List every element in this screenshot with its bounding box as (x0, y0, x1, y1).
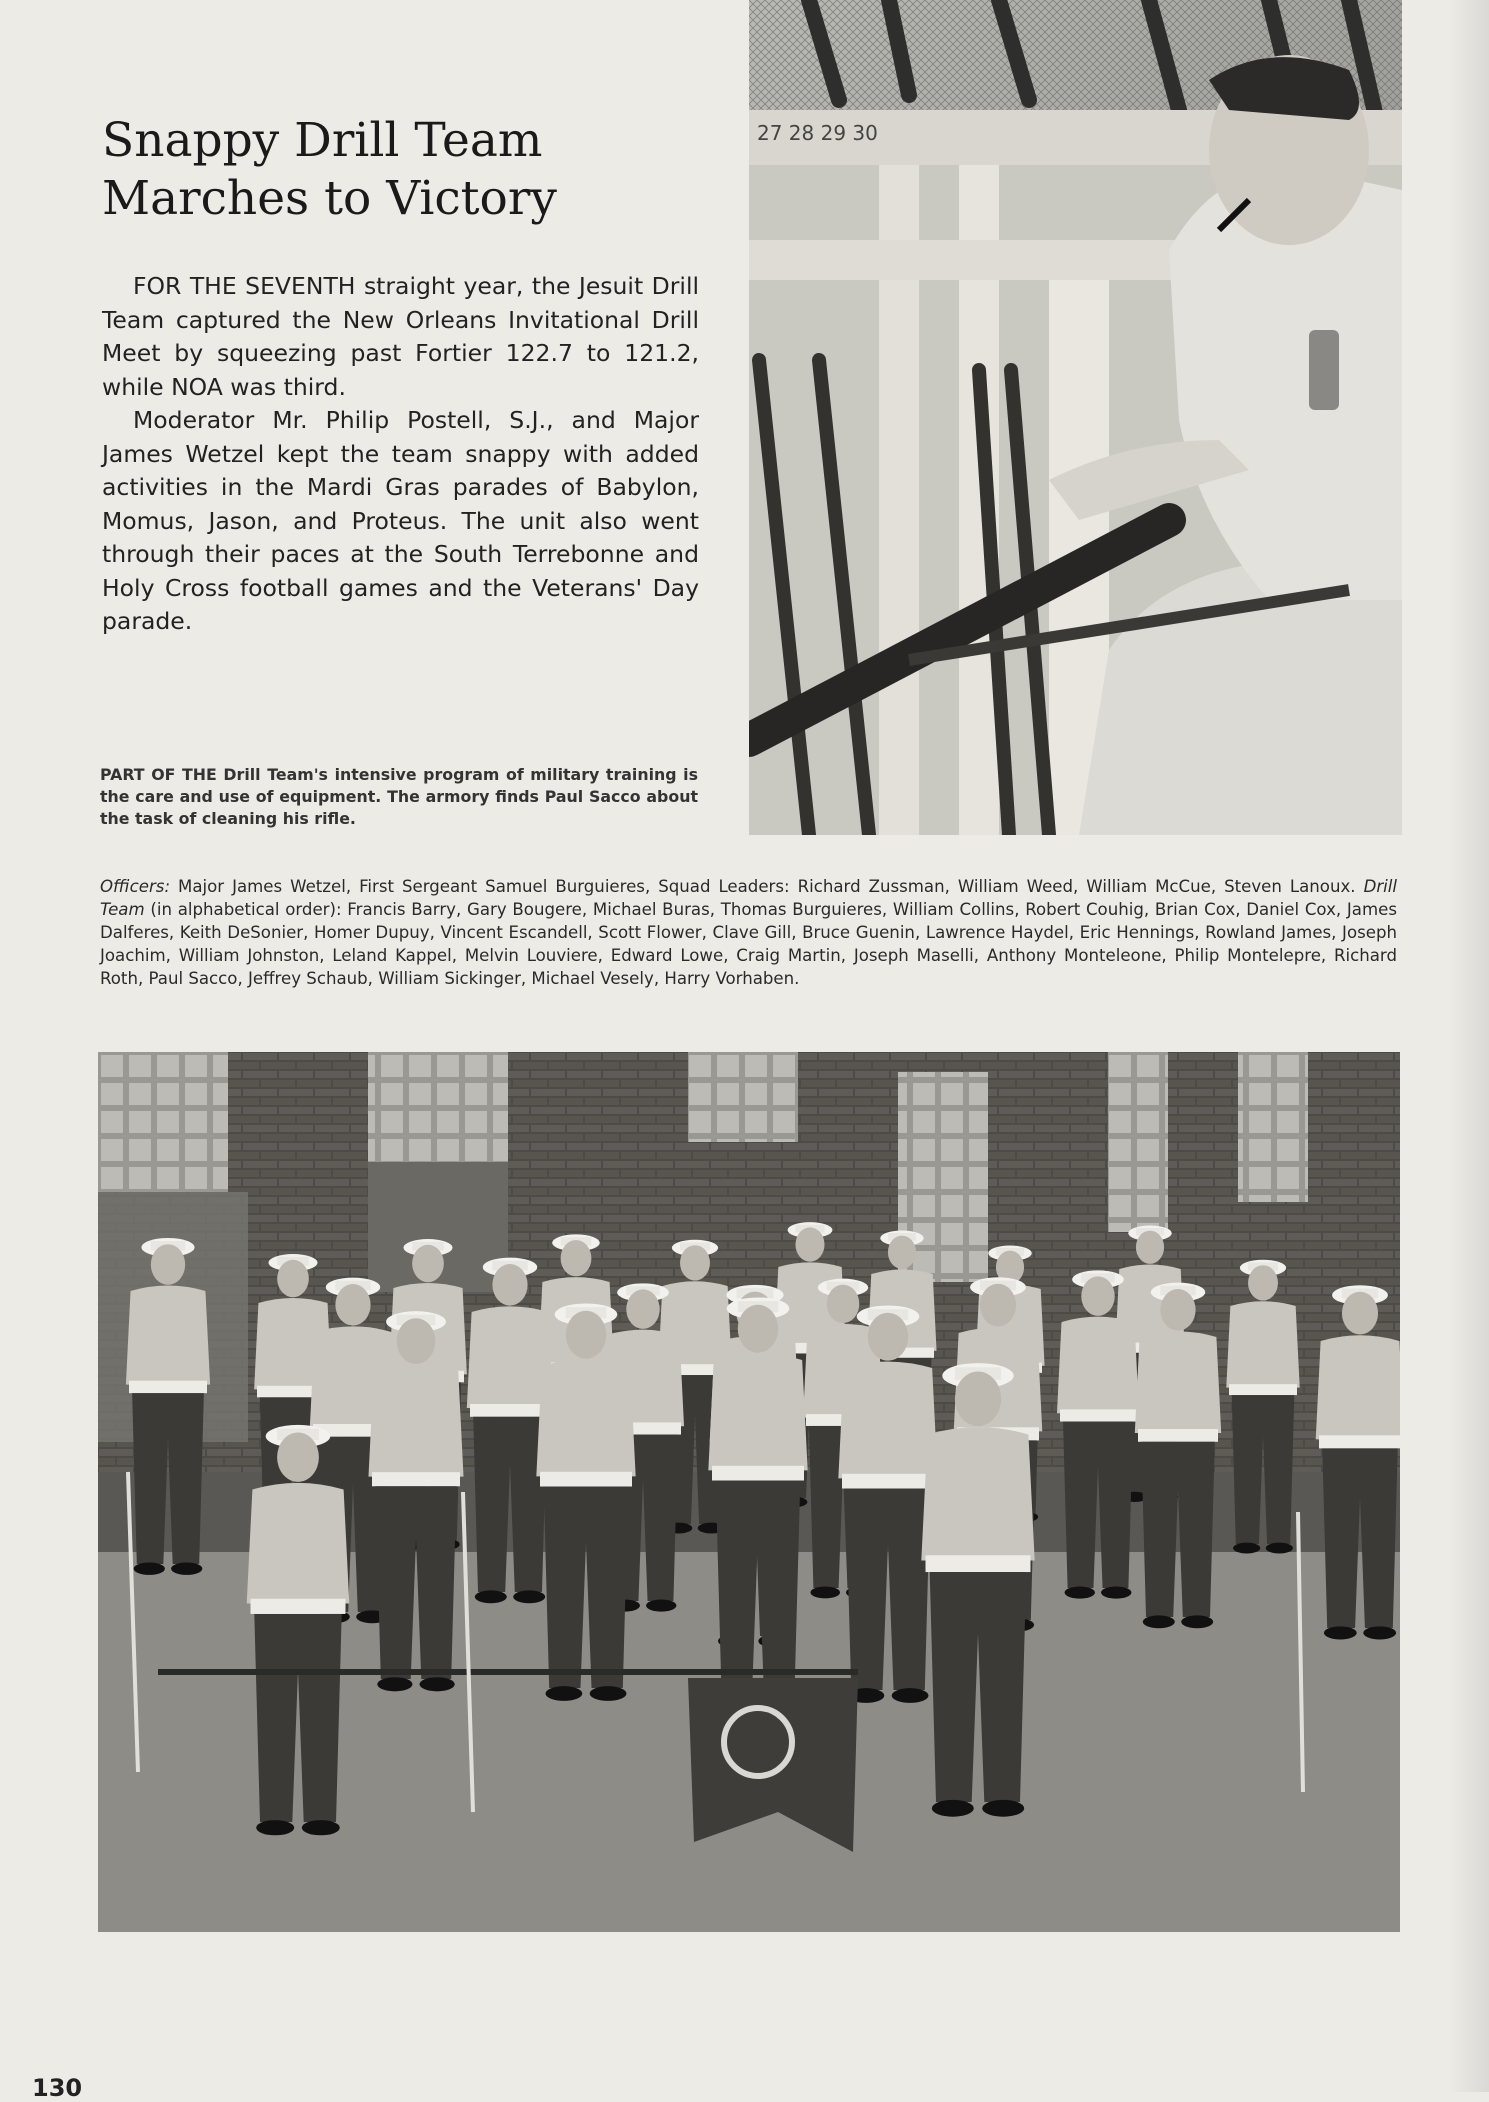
page-number: 130 (32, 2074, 83, 2102)
drill-team-group-photo-image (98, 1052, 1400, 1932)
drill-team-roster (100, 875, 1397, 990)
headline-line-1: Snappy Drill Team (102, 113, 543, 168)
drill-team-group-photo (98, 1052, 1400, 1932)
armory-photo (749, 0, 1402, 835)
article-paragraph-2: Moderator Mr. Philip Postell, S.J., and Major James Wetzel kept the team snappy with added activities in the Mardi Gras parades of Babylon, Momus, Jason, and Proteus. The unit also went through their paces at the South Terrebonne and Holy Cross football games and the Veterans' Day parade. (102, 406, 699, 635)
armory-photo-image (749, 0, 1402, 835)
rack-numbers: 27 28 29 30 (757, 121, 878, 145)
officers-label: Officers: (100, 877, 171, 896)
headline-line-2: Marches to Victory (102, 171, 557, 226)
armory-photo-caption: PART OF THE Drill Team's intensive program of military training is the care and use of equipment. The armory finds Paul Sacco about the task of cleaning his rifle. (100, 765, 698, 828)
drill-team-label: Drill Team (100, 877, 1397, 919)
page-edge-shadow (1449, 0, 1489, 2092)
officers-list: Major James Wetzel, First Sergeant Samuel Burguieres, Squad Leaders: Richard Zussman, William Weed, William McCue, Steven Lanoux. (170, 877, 1364, 896)
headline (102, 112, 662, 228)
article-body (102, 270, 699, 639)
drill-team-members: (in alphabetical order): Francis Barry, Gary Bougere, Michael Buras, Thomas Burguieres, William Collins, Robert Couhig, Brian Cox, Daniel Cox, James Dalferes, Keith DeSonier, Homer Dupuy, Vincent Escandell, Scott Flower, Clave Gill, Bruce Guenin, Lawrence Haydel, Eric Hennings, Rowland James, Joseph Joachim, William Johnston, Leland Kappel, Melvin Louviere, Edward Lowe, Craig Martin, Joseph Maselli, Anthony Monteleone, Philip Montelepre, Richard Roth, Paul Sacco, Jeffrey Schaub, William Sickinger, Michael Vesely, Harry Vorhaben. (100, 900, 1397, 988)
article-paragraph-1: FOR THE SEVENTH straight year, the Jesuit Drill Team captured the New Orleans Invitational Drill Meet by squeezing past Fortier 122.7 to 121.2, while NOA was third. (102, 272, 699, 401)
